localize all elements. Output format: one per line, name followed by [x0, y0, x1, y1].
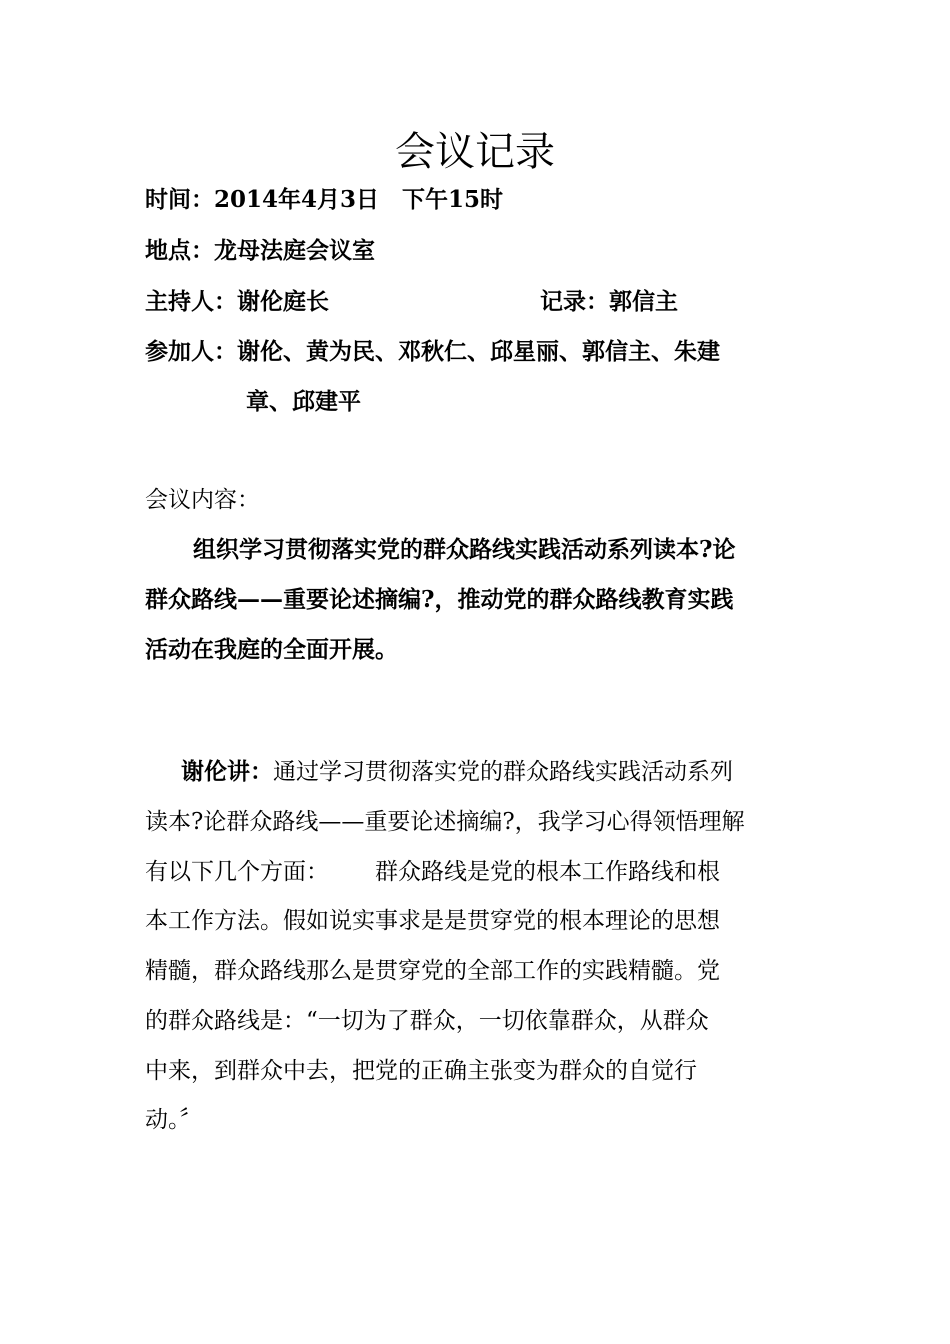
time-label: 时间： [145, 186, 214, 213]
speech-first-text: 通过学习贯彻落实党的群众路线实践活动系列 [273, 759, 733, 785]
document-title: 会议记录 [395, 129, 555, 175]
speech-line: 本工作方法。假如说实事求是是贯穿党的根本理论的思想 [145, 908, 720, 934]
time-value: 2014年4月3日 下午15时 [214, 186, 504, 213]
host-row [145, 285, 329, 319]
recorder-label: 记录： [540, 288, 609, 315]
speaker-label: 谢伦讲： [181, 758, 273, 785]
attendees-line-1: 谢伦、黄为民、邓秋仁、邱星丽、郭信主、朱建 [237, 338, 720, 365]
place-value: 龙母法庭会议室 [214, 237, 375, 264]
speech-line: 的群众路线是：“一切为了群众，一切依靠群众，从群众 [145, 1008, 709, 1034]
speech-line: 中来，到群众中去，把党的正确主张变为群众的自觉行 [145, 1058, 697, 1084]
attendees-row [145, 335, 720, 369]
content-label: 会议内容： [145, 487, 260, 513]
content-line: 组织学习贯彻落实党的群众路线实践活动系列读本?论 [170, 536, 736, 563]
place-row [145, 234, 375, 268]
speech-line-first [181, 755, 733, 789]
speech-line-tail: 群众路线是党的根本工作路线和根 [375, 859, 720, 885]
content-line: 活动在我庭的全面开展。 [145, 636, 398, 663]
place-label: 地点： [145, 237, 214, 264]
speech-line: 动。〞 [145, 1107, 203, 1133]
attendees-label: 参加人： [145, 338, 237, 365]
speech-line [145, 855, 720, 889]
speech-line: 读本?论群众路线——重要论述摘编?，我学习心得领悟理解 [145, 809, 745, 835]
speech-line: 精髓，群众路线那么是贯穿党的全部工作的实践精髓。党 [145, 958, 720, 984]
recorder-row [540, 285, 678, 319]
time-row [145, 183, 503, 217]
host-label: 主持人： [145, 288, 237, 315]
speech-line-head: 有以下几个方面： [145, 859, 329, 885]
content-line: 群众路线——重要论述摘编?，推动党的群众路线教育实践 [145, 586, 734, 613]
recorder-value: 郭信主 [609, 288, 678, 315]
attendees-line-2: 章、邱建平 [246, 388, 361, 415]
host-value: 谢伦庭长 [237, 288, 329, 315]
